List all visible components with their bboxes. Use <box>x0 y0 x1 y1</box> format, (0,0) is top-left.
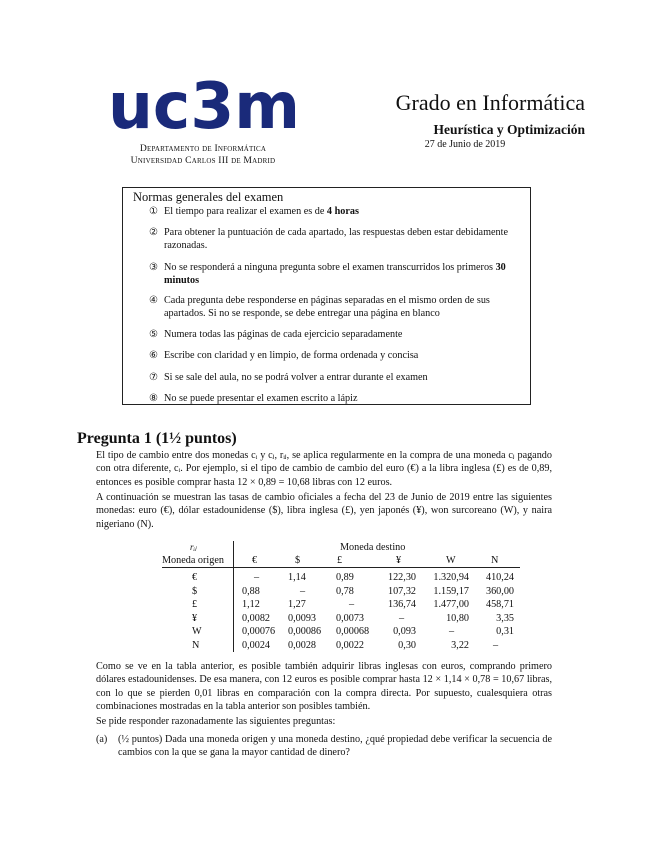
table-cell: 0,0093 <box>288 612 317 624</box>
rule-number: ⑤ <box>149 329 158 340</box>
table-cell: 0,0024 <box>242 640 271 651</box>
table-cell: 0,0022 <box>336 640 365 651</box>
subquestion-a-text: (½ puntos) Dada una moneda origen y una moneda destino, ¿qué propiedad debe verificar la secuencia de cambios con la que se gana la mayor cantidad de dinero? <box>118 734 552 759</box>
table-cell: 10,80 <box>446 612 469 624</box>
table-cell: – <box>493 640 499 651</box>
rule-text: Cada pregunta debe responderse en páginas separadas en el mismo orden de sus apartados. Si no se responde, se debe entregar una página en blanco <box>164 295 490 319</box>
rule-text: Escribe con claridad y en limpio, de forma ordenada y concisa <box>164 350 419 361</box>
table-col-header: £ <box>337 555 343 566</box>
table-col-header: ¥ <box>396 555 402 566</box>
table-row-label: N <box>192 640 200 651</box>
table-col-header: N <box>491 555 499 566</box>
table-cell: 0,0082 <box>242 612 271 624</box>
rule-number: ② <box>149 227 158 238</box>
question-paragraph-1: El tipo de cambio entre dos monedas cᵢ y cⱼ, rᵢⱼ, se aplica regularmente en la compra de una moneda cⱼ pagando con otra diferente, cᵢ. Por ejemplo, si el tipo de cambio de cambio del euro (€) a la libra inglesa (£) es de 0,89, entonces es posible comprar hasta 12 × 0,89 = 10,68 libras con 12 euros. <box>96 450 552 488</box>
rule-text: No se responderá a ninguna pregunta sobre el examen transcurridos los primeros 30 minutos <box>164 262 506 286</box>
rule-number: ① <box>149 206 158 217</box>
svg-text:uc3m: uc3m <box>108 78 300 138</box>
rule-number: ⑦ <box>149 372 158 383</box>
rule-text: Numera todas las páginas de cada ejercicio separadamente <box>164 329 403 340</box>
rule-text: Si se sale del aula, no se podrá volver a entrar durante el examen <box>164 372 428 383</box>
table-row-label: £ <box>192 599 198 611</box>
table-cell: 1.159,17 <box>433 585 469 597</box>
uc3m-logo <box>108 78 304 138</box>
table-cell: 458,71 <box>485 599 514 611</box>
table-cell: – <box>254 572 260 583</box>
rule-text: Para obtener la puntuación de cada apartado, las respuestas deben estar debidamente razonadas. <box>164 227 508 251</box>
question-paragraph-4: Se pide responder razonadamente las siguientes preguntas: <box>96 716 336 727</box>
table-cell: – <box>349 599 355 611</box>
exam-date: 27 de Junio de 2019 <box>424 139 506 150</box>
table-cell: 0,00086 <box>288 626 322 638</box>
table-cell: 0,00076 <box>242 626 276 638</box>
table-row-label: € <box>192 572 198 583</box>
table-cell: 1,14 <box>288 572 306 583</box>
table-divider-vertical <box>233 541 234 652</box>
table-cell: 0,093 <box>393 626 416 638</box>
table-cell: 0,00068 <box>336 626 370 638</box>
table-col-header: $ <box>295 555 301 566</box>
table-row-label: $ <box>192 585 198 597</box>
rule-number: ④ <box>149 295 158 306</box>
table-cell: 1.320,94 <box>433 572 469 583</box>
rules-box <box>122 187 531 405</box>
table-cell: 3,35 <box>496 612 514 624</box>
question-paragraph-2: A continuación se muestran las tasas de cambio oficiales a fecha del 23 de Junio de 2019 entre las siguientes monedas: euro (€), dólar estadounidense ($), libra inglesa (£), yen japonés (¥), won surcoreano (W), y naira nigeriano (N). <box>96 492 552 530</box>
course-title: Grado en Informática <box>395 90 585 115</box>
table-cell: 0,78 <box>336 585 354 597</box>
table-cell: 0,0028 <box>288 640 317 651</box>
table-cell: 360,00 <box>485 585 514 597</box>
table-col-header: W <box>446 555 456 566</box>
rule-text: El tiempo para realizar el examen es de 4 horas <box>164 206 359 217</box>
table-cell: 0,89 <box>336 572 354 583</box>
department <box>108 143 298 167</box>
table-dest-header: Moneda destino <box>340 542 406 553</box>
table-corner-bottom: Moneda origen <box>162 555 224 566</box>
question-title: Pregunta 1 (1½ puntos) <box>77 430 237 447</box>
question-paragraph-3: Como se ve en la tabla anterior, es posible también adquirir libras inglesas con euros, comprando primero dólares estadounidenses. De esa manera, con 12 euros es posible comprar hasta 12 × 1,14 × 0,78 = 10,67 libras, con lo que se pierden 0,01 libras en comparación con la compra directa. Por supuesto, cualesquiera otras combinaciones mostradas en la tabla anterior son posibles también. <box>96 661 552 712</box>
rule-number: ③ <box>149 262 158 273</box>
table-cell: 0,88 <box>242 585 260 597</box>
table-corner-top: rᵢⱼ <box>190 542 197 552</box>
table-col-header: € <box>252 555 258 566</box>
table-cell: 1,12 <box>242 599 260 611</box>
table-cell: – <box>399 612 405 624</box>
table-cell: 136,74 <box>387 599 416 611</box>
table-cell: 1,27 <box>288 599 306 611</box>
table-cell: – <box>449 626 455 638</box>
rule-text: No se puede presentar el examen escrito a lápiz <box>164 393 358 404</box>
table-row-label: ¥ <box>192 612 198 624</box>
table-cell: 0,30 <box>398 640 416 651</box>
table-cell: 1.477,00 <box>433 599 469 611</box>
table-cell: 122,30 <box>387 572 416 583</box>
table-row-label: W <box>192 626 202 638</box>
table-cell: 3,22 <box>451 640 469 651</box>
table-cell: 0,31 <box>496 626 514 638</box>
rule-number: ⑧ <box>149 393 158 404</box>
subquestion-a-label: (a) <box>96 734 108 745</box>
department-line-1: Departamento de Informática <box>139 143 267 154</box>
table-cell: – <box>300 585 306 597</box>
table-cell: 0,0073 <box>336 612 365 624</box>
subquestion-a <box>96 733 552 760</box>
rule-number: ⑥ <box>149 350 158 361</box>
subject-title: Heurística y Optimización <box>433 122 585 137</box>
table-divider-horizontal <box>162 567 520 568</box>
rules-title: Normas generales del examen <box>133 190 284 204</box>
department-line-2: Universidad Carlos III de Madrid <box>130 155 276 166</box>
table-cell: 107,32 <box>387 585 416 597</box>
table-cell: 410,24 <box>485 572 514 583</box>
